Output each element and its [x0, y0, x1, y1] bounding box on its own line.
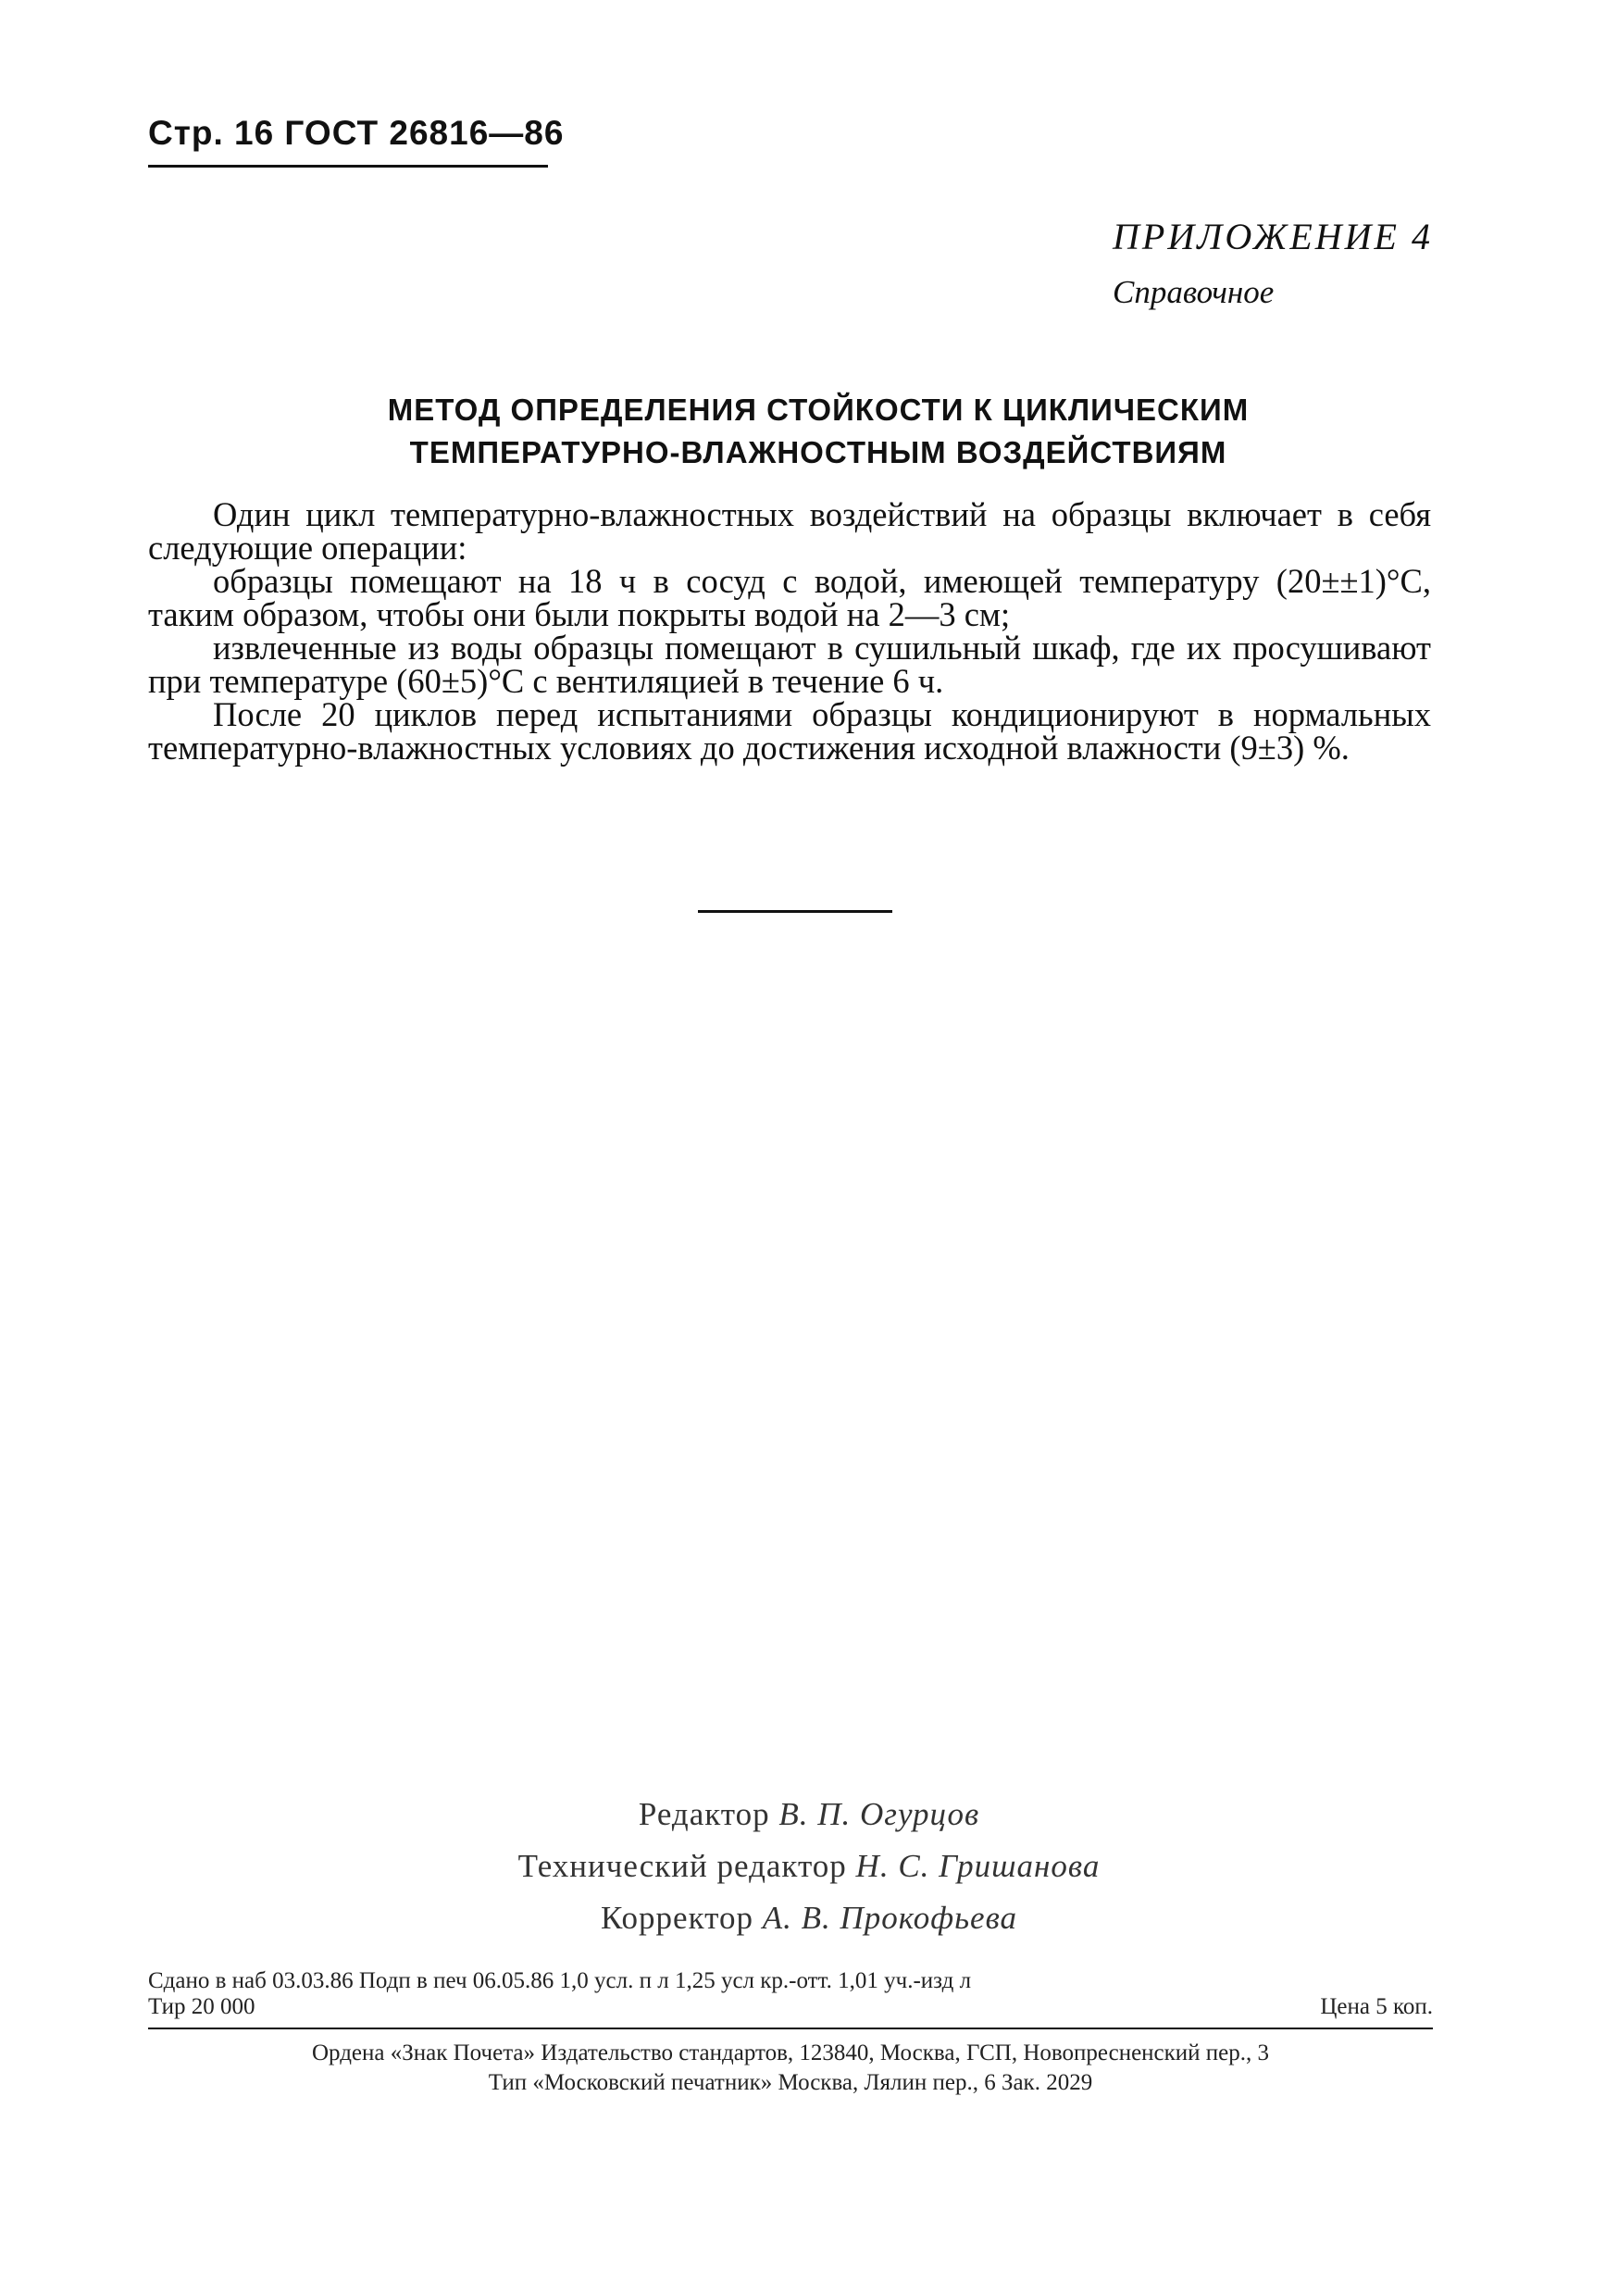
imprint-footer [148, 2039, 1433, 2098]
paragraph-intro: Один цикл температурно-влажностных воздействий на образцы включает в себя следующие операции: [148, 495, 1431, 567]
imprint [148, 1968, 1433, 2098]
appendix-title: ПРИЛОЖЕНИЕ 4 [1113, 216, 1433, 257]
tech-editor-label: Технический редактор [517, 1848, 847, 1884]
section-title [185, 389, 1451, 474]
section-title-line-1: МЕТОД ОПРЕДЕЛЕНИЯ СТОЙКОСТИ К ЦИКЛИЧЕСКИМ [387, 393, 1250, 427]
imprint-production-line: Сдано в наб 03.03.86 Подп в печ 06.05.86 1,0 усл. п л 1,25 усл кр.-отт. 1,01 уч.-изд л [148, 1968, 972, 1993]
imprint-price: Цена 5 коп. [1320, 1994, 1433, 2019]
corrector-name: А. В. Прокофьева [762, 1900, 1018, 1936]
credits [0, 1789, 1618, 1944]
imprint-rule [148, 2028, 1433, 2029]
tech-editor-line [0, 1841, 1618, 1892]
imprint-publisher: Ордена «Знак Почета» Издательство стандартов, 123840, Москва, ГСП, Новопресненский пер., 3 [311, 2040, 1270, 2065]
appendix-block [1113, 211, 1433, 318]
corrector-label: Корректор [600, 1900, 753, 1936]
body-text [148, 495, 1431, 767]
editor-line [0, 1789, 1618, 1841]
page-number-standard: Стр. 16 ГОСТ 26816—86 [148, 114, 565, 152]
paragraph-conditioning: После 20 циклов перед испытаниями образцы кондиционируют в нормальных температурно-влажностных условиях до достижения исходной влажности (9±3) %. [148, 695, 1431, 767]
paragraph-step-soak: образцы помещают на 18 ч в сосуд с водой, имеющей температуру (20±±1)°С, таким образом, чтобы они были покрыты водой на 2—3 см; [148, 562, 1431, 633]
paragraph-step-dry: извлеченные из воды образцы помещают в сушильный шкаф, где их просушивают при температуре (60±5)°С с вентиляцией в течение 6 ч. [148, 629, 1431, 700]
header-rule [148, 165, 548, 168]
section-title-line-2: ТЕМПЕРАТУРНО-ВЛАЖНОСТНЫМ ВОЗДЕЙСТВИЯМ [409, 435, 1227, 469]
corrector-line [0, 1892, 1618, 1944]
appendix-subtitle: Справочное [1113, 274, 1275, 310]
section-divider [698, 910, 892, 913]
imprint-circulation-row [148, 1994, 1433, 2020]
editor-name: В. П. Огурцов [778, 1796, 980, 1832]
tech-editor-name: Н. С. Гришанова [855, 1848, 1101, 1884]
page-header [148, 111, 565, 168]
imprint-circulation: Тир 20 000 [148, 1994, 255, 2019]
editor-label: Редактор [638, 1796, 770, 1832]
imprint-printer: Тип «Московский печатник» Москва, Лялин пер., 6 Зак. 2029 [488, 2070, 1093, 2095]
